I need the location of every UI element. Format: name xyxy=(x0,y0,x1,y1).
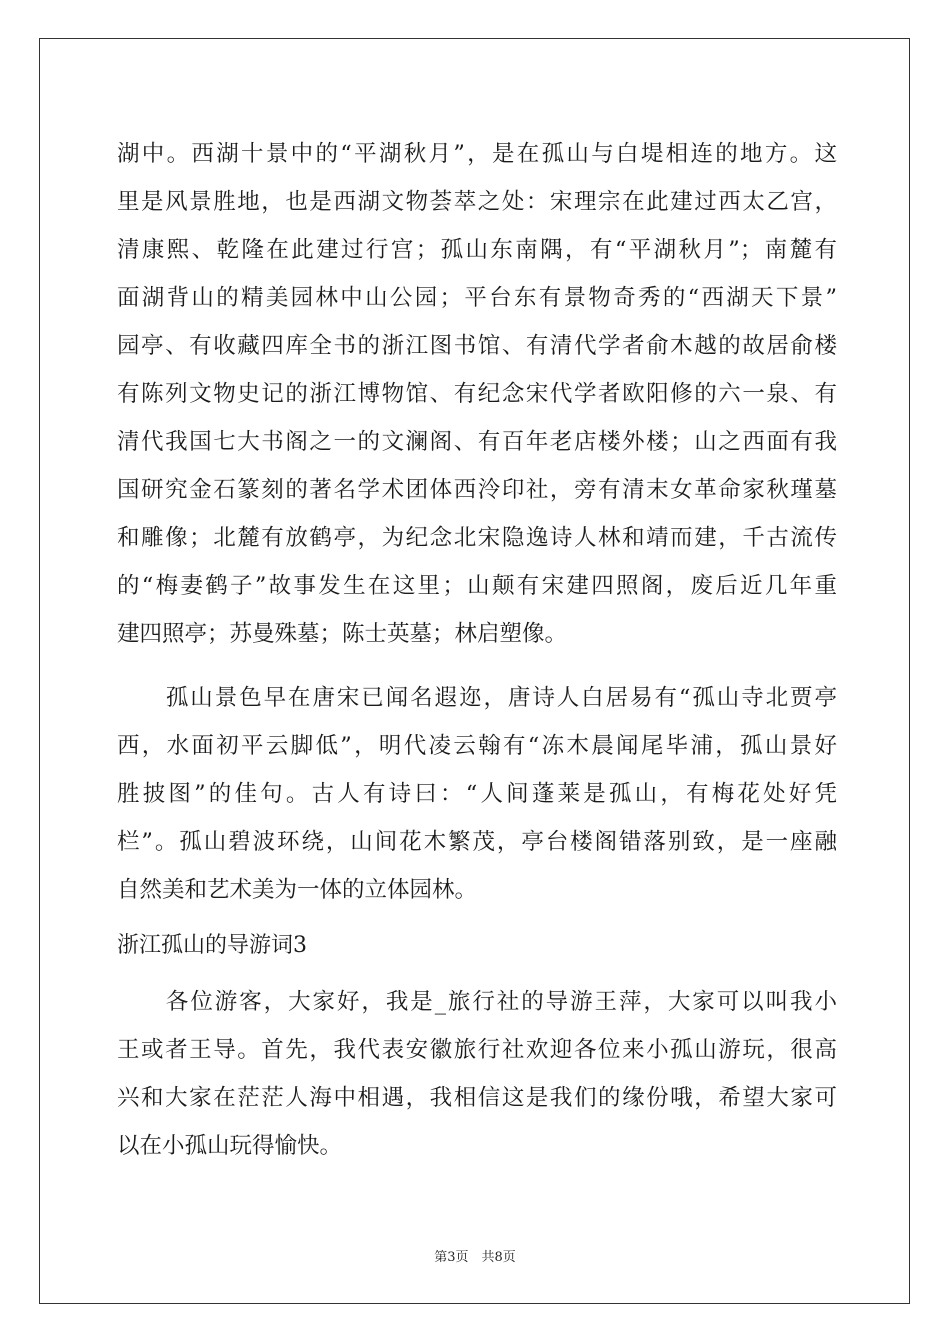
text-line: 和雕像；北麓有放鹤亭，为纪念北宋隐逸诗人林和靖而建，千古流传 xyxy=(117,525,837,551)
text-line: 孤山景色早在唐宋已闻名遐迩，唐诗人白居易有“孤山寺北贾亭 xyxy=(117,685,837,711)
text-line: 王或者王导。首先，我代表安徽旅行社欢迎各位来小孤山游玩，很高 xyxy=(117,1037,837,1063)
text-line: 里是风景胜地，也是西湖文物荟萃之处：宋理宗在此建过西太乙宫， xyxy=(117,189,837,215)
text-line: 清代我国七大书阁之一的文澜阁、有百年老店楼外楼；山之西面有我 xyxy=(117,429,837,455)
text-line: 有陈列文物史记的浙江博物馆、有纪念宋代学者欧阳修的六一泉、有 xyxy=(117,381,837,407)
text-line: 面湖背山的精美园林中山公园；平台东有景物奇秀的“西湖天下景” xyxy=(117,285,837,311)
text-line: 兴和大家在茫茫人海中相遇，我相信这是我们的缘份哦，希望大家可 xyxy=(117,1085,837,1111)
text-line: 清康熙、乾隆在此建过行宫；孤山东南隅，有“平湖秋月”；南麓有 xyxy=(117,237,837,263)
text-line: 栏”。孤山碧波环绕，山间花木繁茂，亭台楼阁错落别致，是一座融 xyxy=(117,829,837,855)
text-line: 国研究金石篆刻的著名学术团体西泠印社，旁有清末女革命家秋瑾墓 xyxy=(117,477,837,503)
text-line: 园亭、有收藏四库全书的浙江图书馆、有清代学者俞木越的故居俞楼 xyxy=(117,333,837,359)
text-line: 以在小孤山玩得愉快。 xyxy=(117,1133,343,1159)
text-line: 各位游客，大家好，我是_旅行社的导游王萍，大家可以叫我小 xyxy=(117,989,837,1015)
section-heading: 浙江孤山的导游词3 xyxy=(117,933,307,958)
text-line: 建四照亭；苏曼殊墓；陈士英墓；林启塑像。 xyxy=(117,621,568,647)
text-line: 自然美和艺术美为一体的立体园林。 xyxy=(117,877,478,903)
text-line: 湖中。西湖十景中的“平湖秋月”，是在孤山与白堤相连的地方。这 xyxy=(117,141,837,167)
text-line: 的“梅妻鹤子”故事发生在这里；山颠有宋建四照阁，废后近几年重 xyxy=(117,573,837,599)
text-line: 西，水面初平云脚低”，明代凌云翰有“冻木晨闻尾毕浦，孤山景好 xyxy=(117,733,837,759)
page-footer: 第3页 共8页 xyxy=(434,1250,516,1265)
text-line: 胜披图”的佳句。古人有诗曰：“人间蓬莱是孤山，有梅花处好凭 xyxy=(117,781,837,807)
